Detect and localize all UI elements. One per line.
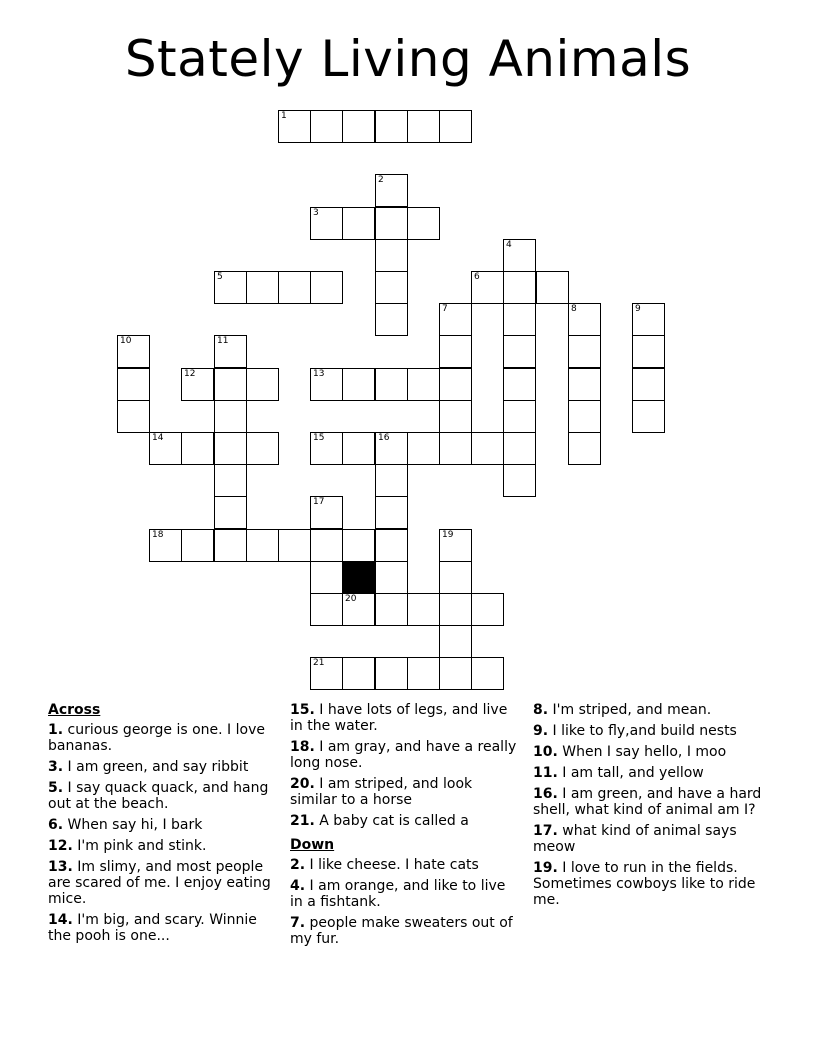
grid-cell[interactable] — [214, 432, 247, 465]
grid-cell[interactable] — [342, 432, 375, 465]
grid-cell[interactable] — [181, 432, 214, 465]
cell-number: 7 — [442, 304, 448, 314]
grid-cell[interactable] — [375, 110, 408, 143]
grid-cell[interactable] — [375, 303, 408, 336]
grid-cell[interactable] — [375, 593, 408, 626]
clue-down-16: 16. I am green, and have a hard shell, what kind of animal am I? — [533, 786, 762, 818]
clue-down-2: 2. I like cheese. I hate cats — [290, 857, 479, 873]
grid-cell[interactable] — [568, 368, 601, 401]
clue-across-21: 21. A baby cat is called a — [290, 813, 469, 829]
cell-number: 3 — [313, 208, 319, 218]
cell-number: 11 — [217, 336, 229, 346]
grid-cell[interactable] — [375, 207, 408, 240]
down-heading: Down — [290, 837, 335, 853]
grid-cell[interactable] — [375, 657, 408, 690]
clue-across-18: 18. I am gray, and have a really long nose. — [290, 739, 517, 771]
across-heading: Across — [48, 702, 101, 718]
clue-down-17: 17. what kind of animal says meow — [533, 823, 737, 855]
grid-cell[interactable] — [342, 207, 375, 240]
grid-cell[interactable] — [214, 400, 247, 433]
cell-number: 13 — [313, 369, 325, 379]
grid-cell[interactable] — [149, 432, 182, 465]
clue-down-10: 10. When I say hello, I moo — [533, 744, 727, 760]
grid-cell[interactable] — [503, 271, 536, 304]
grid-cell[interactable] — [503, 368, 536, 401]
grid-cell[interactable] — [632, 368, 665, 401]
clue-down-9: 9. I like to fly,and build nests — [533, 723, 737, 739]
grid-cell[interactable] — [181, 529, 214, 562]
grid-cell[interactable] — [214, 271, 247, 304]
grid-cell[interactable] — [471, 271, 504, 304]
cell-number: 5 — [217, 272, 223, 282]
cell-number: 15 — [313, 433, 325, 443]
grid-cell[interactable] — [214, 529, 247, 562]
clue-across-6: 6. When say hi, I bark — [48, 817, 203, 833]
grid-cell[interactable] — [278, 271, 311, 304]
grid-cell[interactable] — [632, 335, 665, 368]
grid-cell[interactable] — [375, 239, 408, 272]
clues-column-2 — [290, 702, 522, 952]
grid-cell[interactable] — [278, 110, 311, 143]
grid-cell[interactable] — [568, 335, 601, 368]
grid-cell[interactable] — [310, 432, 343, 465]
grid-cell[interactable] — [375, 529, 408, 562]
grid-cell[interactable] — [342, 529, 375, 562]
grid-cell[interactable] — [503, 432, 536, 465]
grid-cell[interactable] — [407, 207, 440, 240]
grid-cell[interactable] — [503, 400, 536, 433]
grid-cell[interactable] — [310, 110, 343, 143]
grid-cell[interactable] — [310, 593, 343, 626]
clue-down-7: 7. people make sweaters out of my fur. — [290, 915, 513, 947]
grid-cell[interactable] — [246, 432, 279, 465]
grid-cell[interactable] — [181, 368, 214, 401]
clue-across-14: 14. I'm big, and scary. Winnie the pooh is one... — [48, 912, 257, 944]
cell-number: 21 — [313, 658, 325, 668]
clue-across-15: 15. I have lots of legs, and live in the water. — [290, 702, 508, 734]
cell-number: 2 — [378, 175, 384, 185]
grid-cell[interactable] — [503, 303, 536, 336]
cell-number: 16 — [378, 433, 390, 443]
grid-cell[interactable] — [375, 368, 408, 401]
grid-cell[interactable] — [439, 303, 472, 336]
grid-cell[interactable] — [439, 110, 472, 143]
clue-down-11: 11. I am tall, and yellow — [533, 765, 704, 781]
grid-cell[interactable] — [439, 625, 472, 658]
grid-cell[interactable] — [375, 432, 408, 465]
grid-cell[interactable] — [407, 110, 440, 143]
cell-number: 1 — [281, 111, 287, 121]
grid-cell[interactable] — [407, 657, 440, 690]
clue-across-3: 3. I am green, and say ribbit — [48, 759, 249, 775]
grid-cell[interactable] — [310, 529, 343, 562]
grid-cell[interactable] — [439, 657, 472, 690]
cell-number: 14 — [152, 433, 164, 443]
grid-cell[interactable] — [568, 432, 601, 465]
clue-across-1: 1. curious george is one. I love bananas. — [48, 722, 265, 754]
grid-cell[interactable] — [471, 657, 504, 690]
grid-cell[interactable] — [278, 529, 311, 562]
grid-cell[interactable] — [342, 593, 375, 626]
grid-cell[interactable] — [375, 561, 408, 594]
puzzle-title: Stately Living Animals — [124, 30, 692, 88]
black-square — [342, 561, 375, 594]
grid-cell[interactable] — [310, 496, 343, 529]
grid-cell[interactable] — [471, 593, 504, 626]
grid-cell[interactable] — [149, 529, 182, 562]
cell-number: 20 — [345, 594, 357, 604]
cell-number: 10 — [120, 336, 132, 346]
grid-cell[interactable] — [214, 368, 247, 401]
grid-cell[interactable] — [439, 593, 472, 626]
grid-cell[interactable] — [471, 432, 504, 465]
grid-cell[interactable] — [568, 303, 601, 336]
grid-cell[interactable] — [246, 271, 279, 304]
grid-cell[interactable] — [117, 400, 150, 433]
grid-cell[interactable] — [439, 561, 472, 594]
grid-cell[interactable] — [310, 271, 343, 304]
grid-cell[interactable] — [342, 110, 375, 143]
grid-cell[interactable] — [536, 271, 569, 304]
grid-cell[interactable] — [503, 335, 536, 368]
grid-cell[interactable] — [342, 657, 375, 690]
grid-cell[interactable] — [214, 335, 247, 368]
cell-number: 12 — [184, 369, 196, 379]
grid-cell[interactable] — [503, 464, 536, 497]
clue-across-5: 5. I say quack quack, and hang out at the beach. — [48, 780, 269, 812]
clue-down-4: 4. I am orange, and like to live in a fishtank. — [290, 878, 506, 910]
clues-column-1 — [48, 702, 280, 949]
grid-cell[interactable] — [246, 529, 279, 562]
cell-number: 18 — [152, 530, 164, 540]
grid-cell[interactable] — [439, 529, 472, 562]
grid-cell[interactable] — [503, 239, 536, 272]
clue-across-12: 12. I'm pink and stink. — [48, 838, 207, 854]
cell-number: 8 — [571, 304, 577, 314]
grid-cell[interactable] — [407, 368, 440, 401]
grid-cell[interactable] — [342, 368, 375, 401]
grid-cell[interactable] — [375, 496, 408, 529]
grid-cell[interactable] — [632, 303, 665, 336]
grid-cell[interactable] — [214, 464, 247, 497]
grid-cell[interactable] — [632, 400, 665, 433]
clue-across-20: 20. I am striped, and look similar to a horse — [290, 776, 473, 808]
grid-cell[interactable] — [375, 174, 408, 207]
cell-number: 4 — [506, 240, 512, 250]
grid-cell[interactable] — [407, 593, 440, 626]
cell-number: 17 — [313, 497, 325, 507]
grid-cell[interactable] — [117, 335, 150, 368]
grid-cell[interactable] — [439, 432, 472, 465]
grid-cell[interactable] — [439, 335, 472, 368]
grid-cell[interactable] — [375, 271, 408, 304]
grid-cell[interactable] — [439, 400, 472, 433]
clue-down-8: 8. I'm striped, and mean. — [533, 702, 712, 718]
grid-cell[interactable] — [407, 432, 440, 465]
clue-down-19: 19. I love to run in the fields. Sometimes cowboys like to ride me. — [533, 860, 756, 908]
grid-cell[interactable] — [310, 561, 343, 594]
clues-column-3 — [533, 702, 765, 913]
cell-number: 19 — [442, 530, 454, 540]
grid-cell[interactable] — [375, 464, 408, 497]
clue-across-13: 13. Im slimy, and most people are scared of me. I enjoy eating mice. — [48, 859, 271, 907]
grid-cell[interactable] — [568, 400, 601, 433]
grid-cell[interactable] — [246, 368, 279, 401]
grid-cell[interactable] — [214, 496, 247, 529]
cell-number: 9 — [635, 304, 641, 314]
grid-cell[interactable] — [310, 657, 343, 690]
grid-cell[interactable] — [310, 207, 343, 240]
grid-cell[interactable] — [117, 368, 150, 401]
grid-cell[interactable] — [439, 368, 472, 401]
grid-cell[interactable] — [310, 368, 343, 401]
cell-number: 6 — [474, 272, 480, 282]
